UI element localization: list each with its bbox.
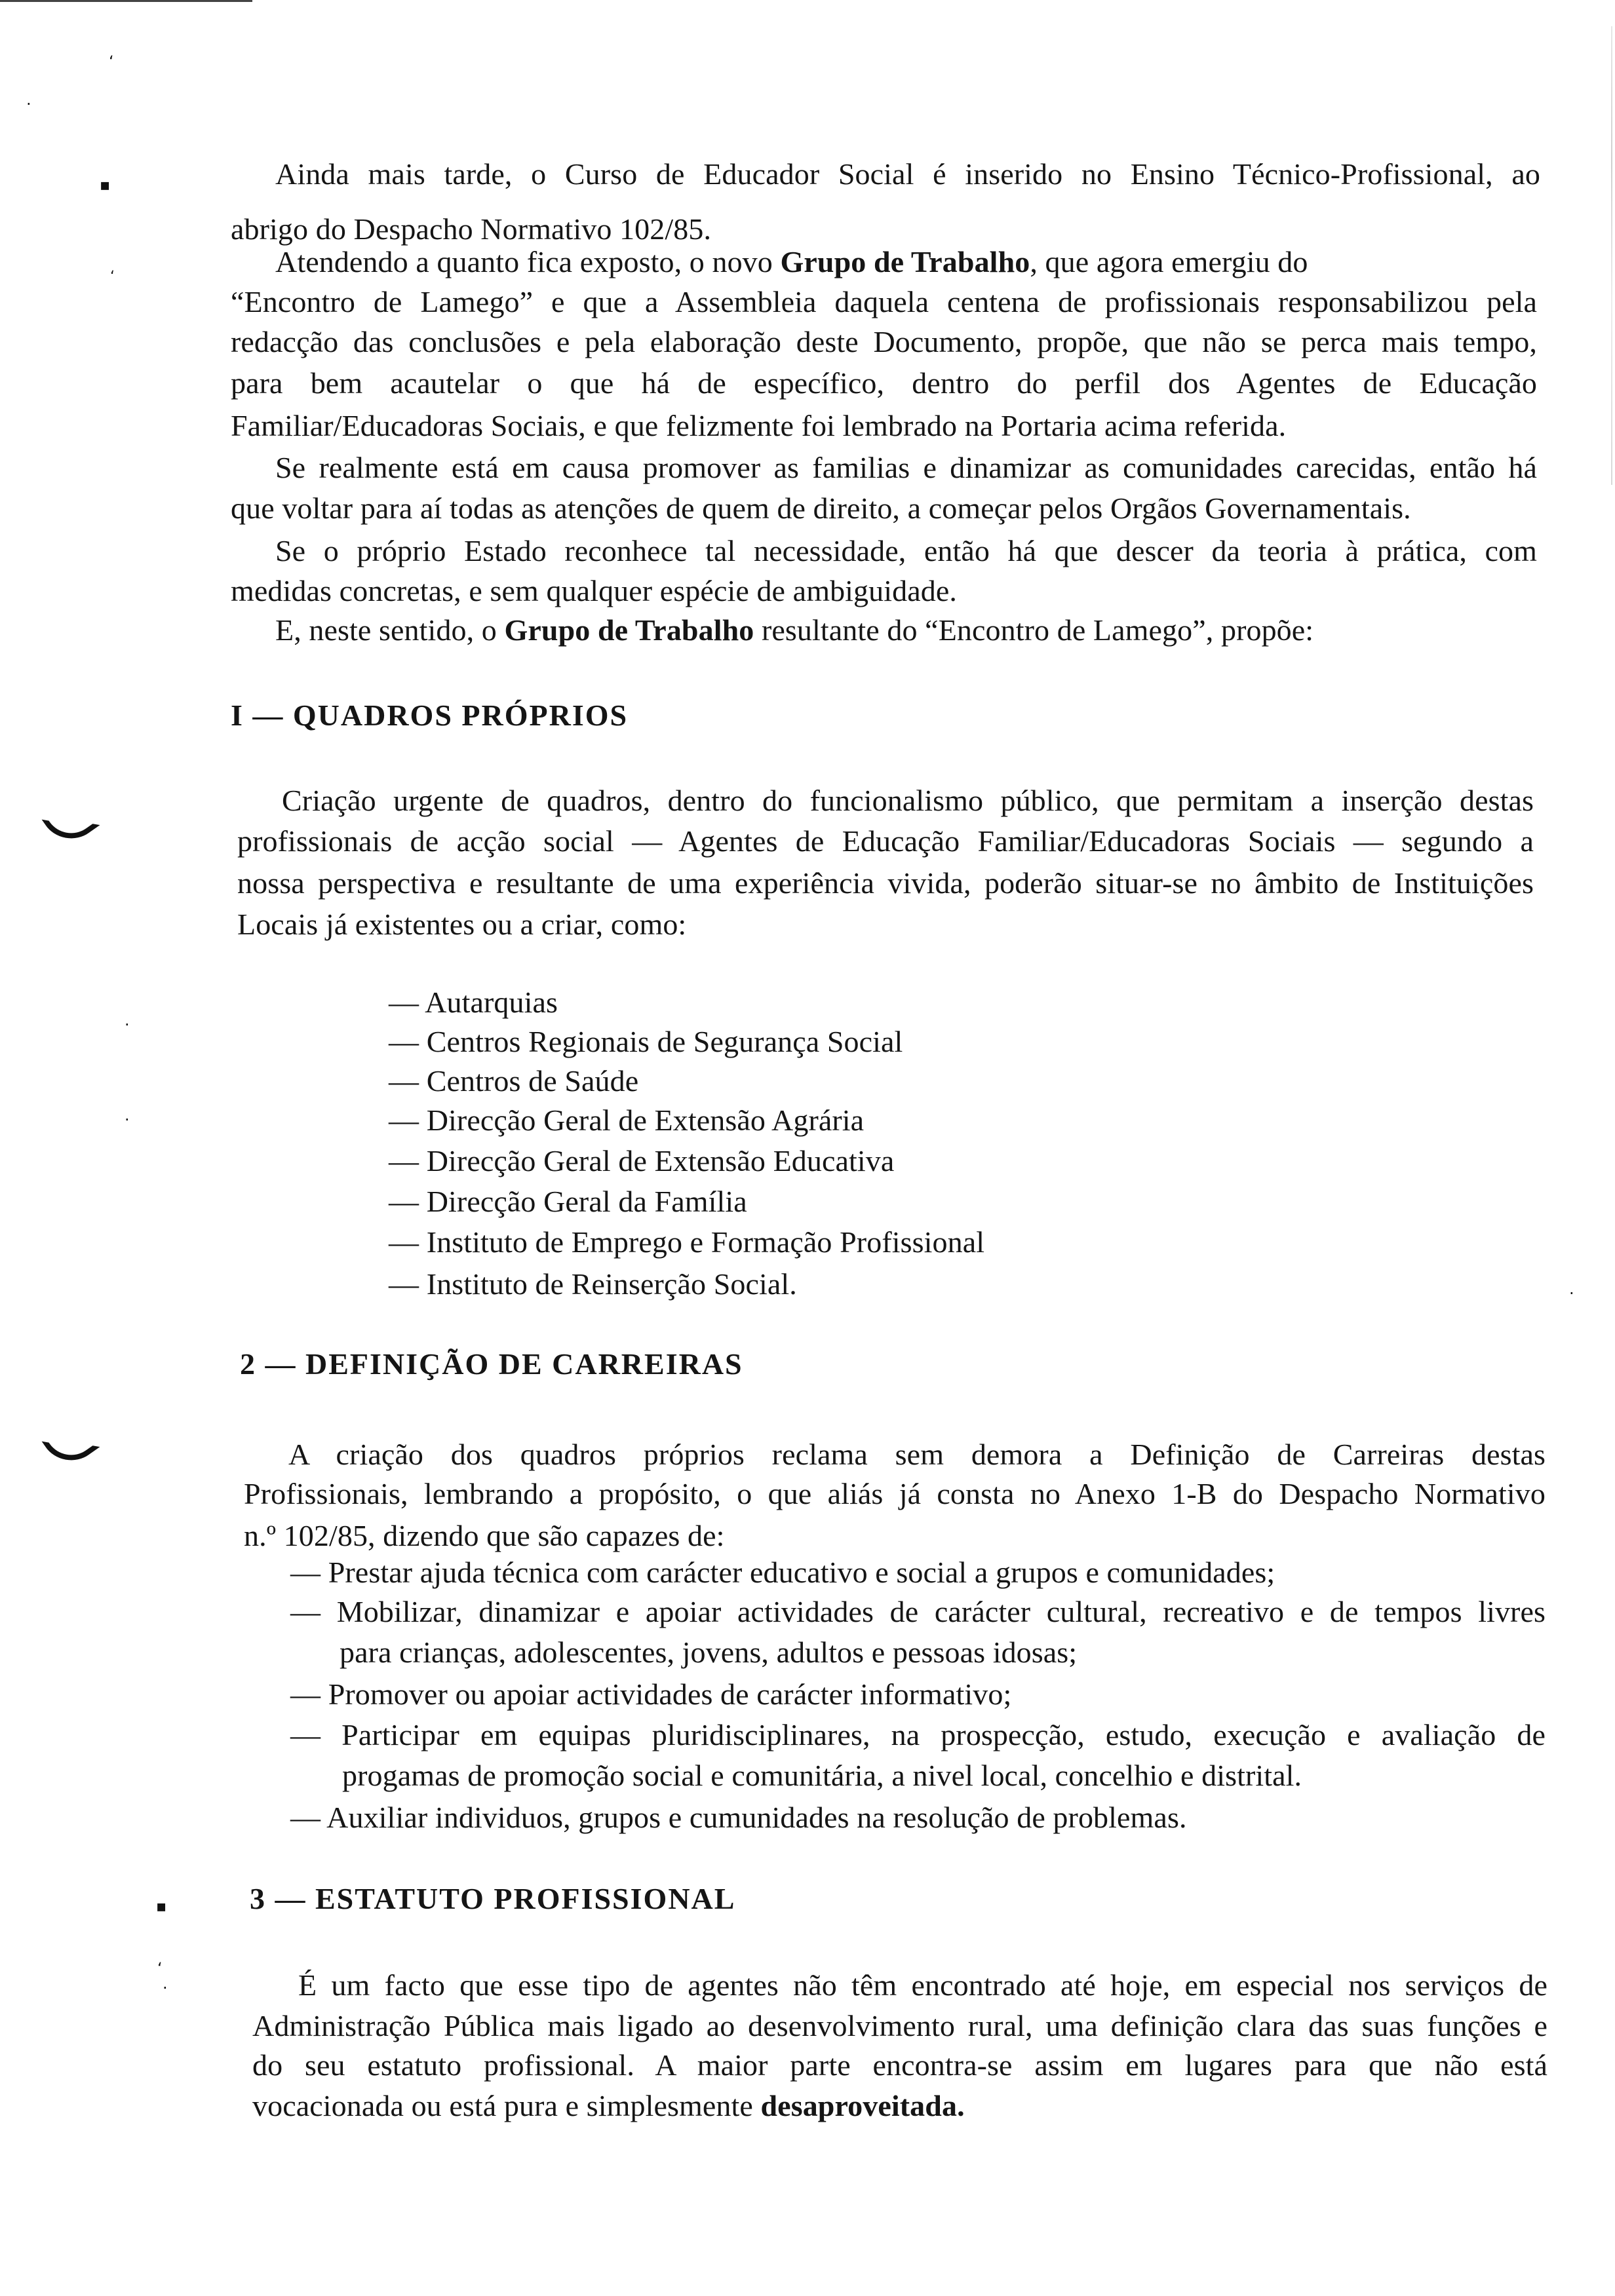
capability-list-item: — Participar em equipas pluridisciplinares, na prospecção, estudo, execução e avaliação de [290, 1718, 1546, 1751]
capability-list-item: — Prestar ajuda técnica com carácter educativo e social a grupos e comunidades; [290, 1556, 1275, 1589]
text-run: E, neste sentido, o [275, 613, 505, 647]
capability-list-item: — Auxiliar individuos, grupos e cumunidades na resolução de problemas. [290, 1801, 1187, 1834]
section1-line: Criação urgente de quadros, dentro do funcionalismo público, que permitam a inserção destas [282, 784, 1534, 817]
paragraph-line: “Encontro de Lamego” e que a Assembleia daquela centena de profissionais responsabilizou pela [231, 285, 1537, 318]
text-run: vocacionada ou está pura e simplesmente [252, 2089, 761, 2122]
institution-list-item: — Autarquias [389, 985, 558, 1019]
section2-line: A criação dos quadros próprios reclama sem demora a Definição de Carreiras destas [288, 1438, 1546, 1471]
paragraph-line: abrigo do Despacho Normativo 102/85. [231, 212, 712, 246]
scan-mark: · [26, 95, 31, 113]
scan-mark: · [125, 1111, 130, 1129]
scan-mark: ▪ [100, 176, 111, 194]
scan-mark: ▪ [156, 1897, 167, 1915]
section3-line-with-bold-word [252, 2086, 965, 2126]
punch-hole-mark [42, 794, 100, 851]
right-scan-edge [1611, 26, 1612, 485]
institution-list-item: — Direcção Geral de Extensão Agrária [389, 1103, 865, 1137]
top-margin-rule [0, 0, 252, 2]
section2-line: Profissionais, lembrando a propósito, o que aliás já consta no Anexo 1-B do Despacho Normativo [244, 1477, 1546, 1510]
scan-mark: · [125, 1016, 130, 1034]
scan-mark: ‘ [110, 269, 115, 285]
section3-line: do seu estatuto profissional. A maior parte encontra-se assim em lugares para que não está [252, 2048, 1547, 2082]
institution-list-item: — Centros Regionais de Segurança Social [389, 1025, 903, 1058]
section-heading: I — QUADROS PRÓPRIOS [231, 698, 629, 732]
paragraph-line: redacção das conclusões e pela elaboração deste Documento, propõe, que não se perca mais tempo, [231, 325, 1537, 358]
capability-list-item-continuation: progamas de promoção social e comunitária, a nivel local, concelhio e distrital. [342, 1759, 1302, 1792]
capability-list-item: — Promover ou apoiar actividades de carácter informativo; [290, 1677, 1012, 1711]
section1-line: Locais já existentes ou a criar, como: [237, 908, 687, 941]
capability-list-item-continuation: para crianças, adolescentes, jovens, adultos e pessoas idosas; [340, 1636, 1078, 1669]
text-run: resultante do “Encontro de Lamego”, propõe: [754, 613, 1314, 647]
paragraph-line-with-bold-phrase [275, 242, 1537, 282]
institution-list-item: — Direcção Geral da Família [389, 1185, 747, 1218]
capability-list-item: — Mobilizar, dinamizar e apoiar actividades de carácter cultural, recreativo e de tempos livres [290, 1595, 1546, 1628]
section-heading: 3 — ESTATUTO PROFISSIONAL [250, 1882, 736, 1915]
section1-line: profissionais de acção social — Agentes de Educação Familiar/Educadoras Sociais — segundo a [237, 824, 1534, 858]
scan-mark: · [163, 1979, 168, 1997]
paragraph-line: Ainda mais tarde, o Curso de Educador Social é inserido no Ensino Técnico-Profissional, ao [275, 157, 1540, 191]
punch-hole-mark [42, 1416, 100, 1473]
scan-mark: · [1569, 1284, 1574, 1303]
scan-mark: ‘ [157, 1959, 163, 1978]
paragraph-line: que voltar para aí todas as atenções de quem de direito, a começar pelos Orgãos Governamentais. [231, 491, 1411, 525]
section3-line: Administração Pública mais ligado ao desenvolvimento rural, uma definição clara das suas funções e [252, 2009, 1547, 2042]
paragraph-line: Se realmente está em causa promover as familias e dinamizar as comunidades carecidas, então há [275, 451, 1537, 484]
section1-line: nossa perspectiva e resultante de uma experiência vivida, poderão situar-se no âmbito de Instituições [237, 866, 1534, 900]
section-heading: 2 — DEFINIÇÃO DE CARREIRAS [240, 1347, 743, 1381]
paragraph-line: Se o próprio Estado reconhece tal necessidade, então há que descer da teoria à prática, com [275, 534, 1537, 567]
bold-group-title: Grupo de Trabalho [780, 245, 1030, 278]
institution-list-item: — Direcção Geral de Extensão Educativa [389, 1144, 895, 1177]
paragraph-line-with-bold-phrase [275, 611, 1313, 650]
bold-emphasis: desaproveitada. [760, 2089, 965, 2122]
section3-line: É um facto que esse tipo de agentes não têm encontrado até hoje, em especial nos serviços de [298, 1968, 1547, 2002]
paragraph-line: para bem acautelar o que há de específico, dentro do perfil dos Agentes de Educação [231, 366, 1537, 400]
institution-list-item: — Centros de Saúde [389, 1064, 639, 1098]
paragraph-line: Familiar/Educadoras Sociais, e que felizmente foi lembrado na Portaria acima referida. [231, 409, 1287, 442]
paragraph-line: medidas concretas, e sem qualquer espécie de ambiguidade. [231, 574, 957, 607]
bold-group-title: Grupo de Trabalho [504, 613, 754, 647]
section2-line: n.º 102/85, dizendo que são capazes de: [244, 1519, 725, 1552]
text-run: Atendendo a quanto fica exposto, o novo [275, 245, 781, 278]
institution-list-item: — Instituto de Emprego e Formação Profissional [389, 1225, 985, 1259]
institution-list-item: — Instituto de Reinserção Social. [389, 1267, 797, 1301]
scan-mark: ‘ [109, 52, 114, 71]
text-run: , que agora emergiu do [1030, 245, 1308, 278]
